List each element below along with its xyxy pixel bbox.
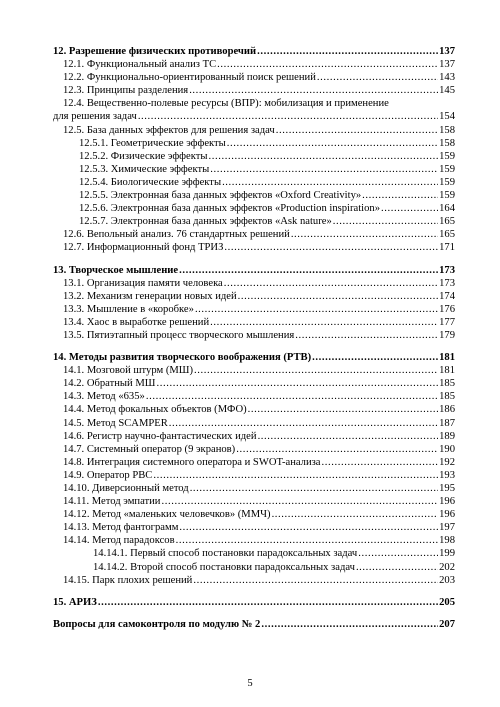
toc-entry[interactable] [53, 561, 455, 574]
toc-entry[interactable] [53, 290, 455, 303]
toc-entry-title: для решения задач [53, 111, 137, 123]
toc-entry-title: 14.14. Метод парадоксов [63, 535, 175, 547]
toc-page-number: 137 [439, 46, 455, 57]
leader-dots [291, 228, 438, 241]
toc-page-number: 174 [439, 290, 455, 302]
toc-page-number: 177 [439, 316, 455, 328]
toc-entry-title: 14.13. Метод фантограмм [63, 522, 179, 534]
toc-page-number: 205 [439, 596, 455, 608]
toc-page-number: 181 [439, 365, 455, 377]
toc-page-number: 195 [439, 483, 455, 494]
toc-entry[interactable] [53, 137, 455, 150]
toc-chapter[interactable] [53, 45, 455, 58]
toc-entry-title: 14.14.1. Первый способ постановки парадоксальных задач [93, 548, 358, 560]
leader-dots [217, 58, 438, 71]
toc-entry-title: 13.2. Механизм генерации новых идей [63, 290, 237, 302]
toc-page-number: 137 [439, 59, 455, 71]
toc-page-number: 185 [439, 391, 455, 403]
toc-entry-title: 14.7. Системный оператор (9 экранов) [63, 443, 236, 455]
leader-dots [227, 137, 438, 150]
toc-entry-title: 13.4. Хаос в выработке решений [63, 316, 210, 328]
toc-entry[interactable] [53, 150, 455, 163]
toc-page-number: 173 [439, 264, 455, 276]
leader-dots [179, 521, 438, 534]
toc-page-number: 159 [439, 163, 455, 175]
toc-entry[interactable] [53, 377, 455, 390]
leader-dots [190, 482, 438, 495]
toc-entry[interactable] [53, 574, 455, 587]
toc-entry-title: 14.3. Метод «635» [63, 391, 145, 403]
toc-page-number: 179 [439, 329, 455, 341]
toc-entry[interactable] [53, 110, 455, 123]
leader-dots [317, 71, 438, 84]
toc-page-number: 158 [439, 137, 455, 149]
toc-chapter[interactable] [53, 351, 455, 364]
leader-dots [322, 456, 439, 469]
toc-page-number: 196 [439, 496, 455, 508]
toc-entry[interactable] [53, 202, 455, 215]
toc-entry-title: 12.5.1. Геометрические эффекты [79, 137, 226, 149]
toc-page-number: 154 [439, 111, 455, 123]
leader-dots [257, 45, 438, 58]
toc-page-number: 190 [439, 443, 455, 455]
toc-page-number: 203 [439, 574, 455, 586]
leader-dots [238, 290, 438, 303]
leader-dots [189, 84, 438, 97]
toc-entry-title: 14.6. Регистр научно-фантастических идей [63, 430, 257, 442]
toc-entry[interactable] [53, 364, 455, 377]
toc-page-number: 185 [439, 378, 455, 390]
leader-dots [210, 163, 438, 176]
toc-page-number: 207 [439, 618, 455, 630]
toc-page-number: 181 [439, 352, 455, 364]
toc-entry[interactable] [53, 495, 455, 508]
toc-page-number: 192 [439, 456, 455, 468]
leader-dots [295, 329, 438, 342]
section-gap [53, 609, 455, 618]
toc-entry[interactable] [53, 163, 455, 176]
toc-entry-title: 12.6. Вепольный анализ. 76 стандартных решений [63, 229, 290, 241]
leader-dots [312, 351, 438, 364]
toc-entry[interactable] [53, 316, 455, 329]
toc-entry[interactable] [53, 189, 455, 202]
leader-dots [272, 508, 439, 521]
toc-entry[interactable] [53, 521, 455, 534]
toc-entry-title: 14.5. Метод SCAMPER [63, 417, 168, 429]
toc-page-number: 197 [439, 522, 455, 534]
toc-entry-title: 12.1. Функциональный анализ ТС [63, 59, 217, 71]
toc-page-number: 198 [439, 535, 455, 547]
leader-dots [362, 189, 438, 202]
toc-entry-title: 14.4. Метод фокальных объектов (МФО) [63, 404, 247, 416]
toc-page-number: 199 [439, 548, 455, 560]
leader-dots [169, 417, 438, 430]
toc-entry[interactable] [53, 176, 455, 189]
leader-dots [176, 534, 439, 547]
leader-dots [146, 390, 438, 403]
toc-entry-title: 12. Разрешение физических противоречий [53, 46, 257, 57]
toc-entry[interactable] [53, 547, 455, 560]
toc-entry-title: 13.5. Пятиэтапный процесс творческого мышления [63, 329, 295, 341]
toc-entry[interactable] [53, 277, 455, 290]
toc-page-number: 186 [439, 404, 455, 416]
toc-page-number: 176 [439, 303, 455, 315]
leader-dots [224, 241, 438, 254]
leader-dots [276, 124, 438, 137]
toc-entry-title: 12.5.4. Биологические эффекты [79, 176, 222, 188]
toc-page-number: 189 [439, 430, 455, 442]
toc-entry-title: Вопросы для самоконтроля по модулю № 2 [53, 618, 261, 630]
toc-entry-title: 12.3. Принципы разделения [63, 85, 189, 97]
toc-entry-title: 12.5.6. Электронная база данных эффектов «Production inspiration» [79, 203, 381, 215]
toc-page-number: 165 [439, 229, 455, 241]
leader-dots [210, 316, 438, 329]
toc-chapter[interactable] [53, 264, 455, 277]
table-of-contents [53, 45, 455, 631]
leader-dots [224, 277, 438, 290]
toc-entry-title: 14.14.2. Второй способ постановки парадоксальных задач [93, 561, 355, 573]
toc-entry-title: 14.1. Мозговой штурм (МШ) [63, 365, 193, 377]
toc-entry-title: 14.15. Парк плохих решений [63, 574, 193, 586]
leader-dots [208, 150, 438, 163]
leader-dots [236, 443, 438, 456]
leader-dots [381, 202, 438, 215]
toc-page-number: 145 [439, 85, 455, 97]
toc-entry[interactable] [53, 417, 455, 430]
toc-entry[interactable] [53, 228, 455, 241]
toc-entry[interactable] [53, 390, 455, 403]
leader-dots [153, 469, 438, 482]
toc-entry-title: 14.8. Интеграция системного оператора и SWOT-анализа [63, 456, 321, 468]
toc-entry[interactable] [53, 534, 455, 547]
toc-entry-title: 14.2. Обратный МШ [63, 378, 156, 390]
toc-entry-title: 14.11. Метод эмпатии [63, 496, 161, 508]
section-gap [53, 587, 455, 596]
leader-dots [195, 303, 438, 316]
toc-entry-title: 12.2. Функционально-ориентированный поиск решений [63, 72, 316, 84]
leader-dots [356, 561, 438, 574]
toc-page-number: 143 [439, 72, 455, 84]
toc-entry-title: 12.5.3. Химические эффекты [79, 163, 210, 175]
toc-page-number: 165 [439, 216, 455, 228]
toc-entry-title: 13.3. Мышление в «коробке» [63, 303, 194, 315]
toc-entry-title: 12.5.7. Электронная база данных эффектов «Ask nature» [79, 216, 332, 228]
toc-page-number: 159 [439, 190, 455, 202]
toc-page-number: 193 [439, 469, 455, 481]
toc-entry[interactable] [53, 430, 455, 443]
toc-page-number: 164 [439, 203, 455, 215]
toc-entry-title: 14.10. Диверсионный метод [63, 483, 189, 494]
toc-entry-title: 12.7. Информационный фонд ТРИЗ [63, 242, 224, 254]
leader-dots [248, 403, 438, 416]
section-gap [53, 255, 455, 264]
toc-entry-title: 13. Творческое мышление [53, 264, 179, 276]
leader-dots [98, 596, 438, 609]
toc-page-number: 158 [439, 124, 455, 136]
toc-entry-title: 12.5.2. Физические эффекты [79, 150, 208, 162]
leader-dots [358, 547, 438, 560]
toc-entry-title: 12.5. База данных эффектов для решения задач [63, 124, 275, 136]
toc-page-number: 173 [439, 277, 455, 289]
toc-entry[interactable] [53, 303, 455, 316]
toc-entry[interactable] [53, 456, 455, 469]
leader-dots [138, 110, 438, 123]
toc-entry-title: 14. Методы развития творческого воображения (РТВ) [53, 352, 312, 364]
toc-entry-title: 14.9. Оператор РВС [63, 469, 153, 481]
toc-entry[interactable] [53, 124, 455, 137]
leader-dots [179, 264, 438, 277]
toc-page-number: 187 [439, 417, 455, 429]
toc-entry[interactable] [53, 241, 455, 254]
toc-chapter[interactable] [53, 618, 455, 631]
leader-dots [194, 364, 438, 377]
leader-dots [261, 618, 438, 631]
toc-page-number: 171 [439, 242, 455, 254]
toc-page-number: 159 [439, 150, 455, 162]
toc-entry[interactable] [53, 482, 455, 495]
toc-entry-title: 15. АРИЗ [53, 596, 97, 608]
toc-entry[interactable] [53, 508, 455, 521]
leader-dots [156, 377, 438, 390]
toc-chapter[interactable] [53, 596, 455, 609]
toc-entry-line1[interactable]: 12.4. Вещественно-полевые ресурсы (ВПР): мобилизация и применение [63, 98, 389, 110]
leader-dots [258, 430, 439, 443]
toc-page-number: 159 [439, 176, 455, 188]
toc-entry-title: 13.1. Организация памяти человека [63, 277, 223, 289]
toc-entry[interactable] [53, 469, 455, 482]
leader-dots [193, 574, 438, 587]
toc-entry[interactable] [53, 443, 455, 456]
toc-page-number: 196 [439, 509, 455, 521]
leader-dots [222, 176, 438, 189]
toc-entry[interactable] [53, 403, 455, 416]
leader-dots [161, 495, 438, 508]
toc-entry[interactable] [53, 58, 455, 71]
toc-entry-title: 12.5.5. Электронная база данных эффектов «Oxford Creativity» [79, 190, 362, 202]
leader-dots [333, 215, 438, 228]
toc-page-number: 202 [439, 561, 455, 573]
toc-entry-title: 14.12. Метод «маленьких человечков» (ММЧ) [63, 509, 271, 521]
toc-entry[interactable] [53, 329, 455, 342]
page-number: 5 [247, 678, 253, 689]
toc-entry[interactable] [53, 84, 455, 97]
toc-entry[interactable] [53, 71, 455, 84]
toc-entry[interactable] [53, 215, 455, 228]
section-gap [53, 342, 455, 351]
